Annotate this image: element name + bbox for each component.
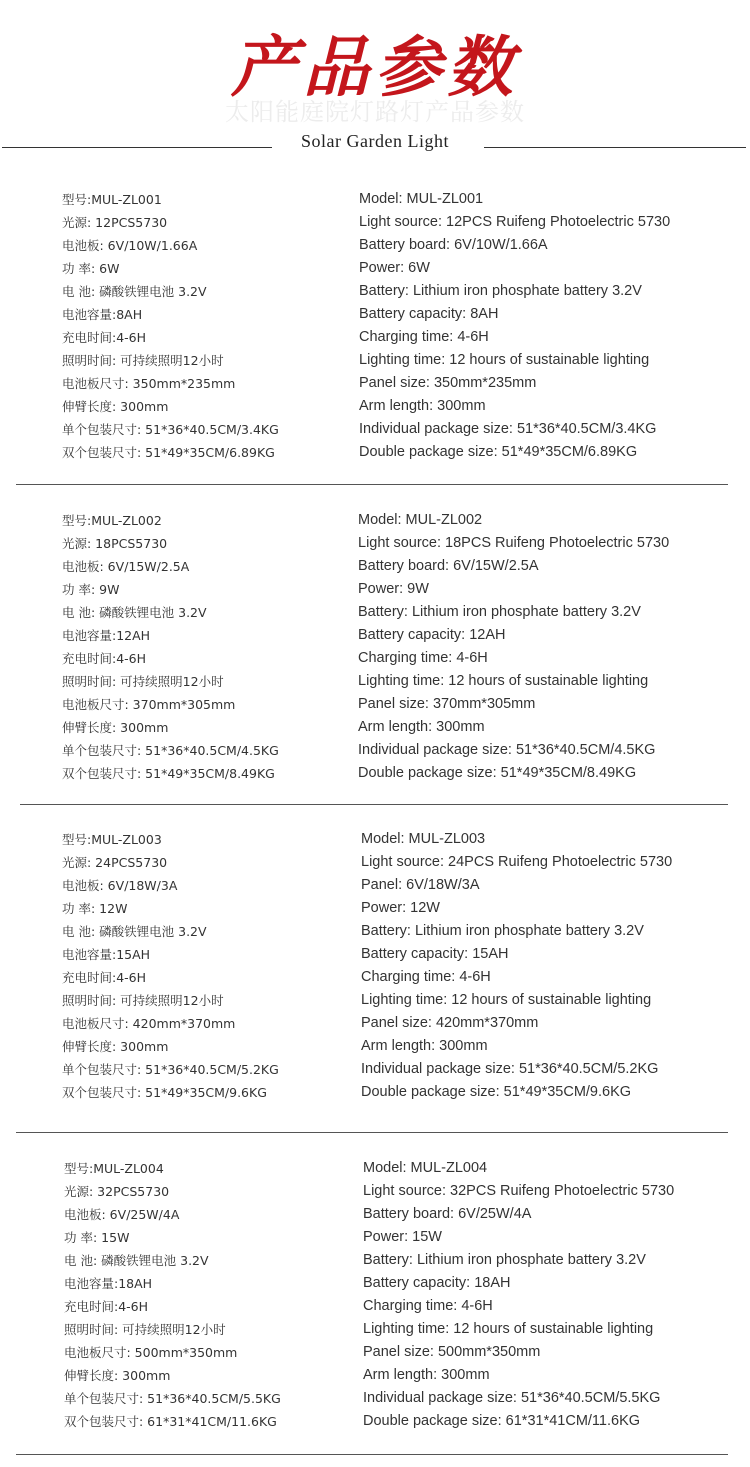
spec-row-en: Battery board: 6V/15W/2.5A [358, 558, 539, 574]
spec-row-en: Light source: 18PCS Ruifeng Photoelectric 5730 [358, 535, 670, 551]
spec-row-cn: 双个包装尺寸: 61*31*41CM/11.6KG [64, 1414, 277, 1429]
spec-row-cn: 伸臂长度: 300mm [62, 720, 169, 735]
title-rule-right [484, 147, 746, 148]
spec-list-chinese [62, 828, 279, 1104]
spec-row-cn: 型号:MUL-ZL004 [64, 1161, 164, 1176]
spec-row-en: Lighting time: 12 hours of sustainable lighting [363, 1321, 654, 1337]
spec-row-en: Charging time: 4-6H [363, 1298, 493, 1314]
page-subtitle: Solar Garden Light [301, 131, 449, 151]
spec-row-en: Lighting time: 12 hours of sustainable lighting [361, 992, 652, 1008]
spec-row-en: Arm length: 300mm [361, 1038, 488, 1054]
spec-row-en: Battery board: 6V/10W/1.66A [359, 237, 548, 253]
spec-row-cn: 电池容量:8AH [62, 307, 143, 322]
spec-row-cn: 双个包装尺寸: 51*49*35CM/8.49KG [62, 766, 275, 781]
spec-row-en: Charging time: 4-6H [361, 969, 491, 985]
spec-row-cn: 型号:MUL-ZL001 [62, 192, 162, 207]
spec-row-en: Light source: 24PCS Ruifeng Photoelectric 5730 [361, 854, 673, 870]
spec-list-chinese [62, 188, 279, 464]
spec-row-en: Battery: Lithium iron phosphate battery 3.2V [363, 1252, 646, 1268]
spec-row-cn: 电池容量:15AH [62, 947, 151, 962]
section-divider [16, 1454, 728, 1455]
spec-row-en: Lighting time: 12 hours of sustainable lighting [359, 352, 650, 368]
faint-background-title: 太阳能庭院灯路灯产品参数 [225, 98, 525, 126]
spec-row-en: Double package size: 51*49*35CM/9.6KG [361, 1084, 632, 1100]
spec-row-en: Panel size: 420mm*370mm [361, 1015, 539, 1031]
spec-row-cn: 电 池: 磷酸铁锂电池 3.2V [62, 924, 207, 939]
spec-row-cn: 电池板: 6V/15W/2.5A [62, 559, 190, 574]
spec-row-en: Individual package size: 51*36*40.5CM/4.5KG [358, 742, 656, 758]
spec-row-cn: 电 池: 磷酸铁锂电池 3.2V [62, 284, 207, 299]
spec-row-cn: 功 率: 12W [62, 901, 128, 916]
spec-row-cn: 功 率: 15W [64, 1230, 130, 1245]
spec-list-chinese [62, 509, 279, 785]
spec-row-cn: 双个包装尺寸: 51*49*35CM/6.89KG [62, 445, 275, 460]
spec-row-cn: 充电时间:4-6H [62, 651, 147, 666]
spec-row-cn: 光源: 32PCS5730 [64, 1184, 170, 1199]
spec-row-en: Power: 12W [361, 900, 440, 916]
spec-row-cn: 照明时间: 可持续照明12小时 [62, 993, 224, 1008]
spec-row-cn: 照明时间: 可持续照明12小时 [62, 353, 224, 368]
spec-row-cn: 电池板尺寸: 350mm*235mm [62, 376, 236, 391]
spec-row-cn: 型号:MUL-ZL003 [62, 832, 162, 847]
spec-row-cn: 单个包装尺寸: 51*36*40.5CM/3.4KG [62, 422, 279, 437]
spec-row-cn: 单个包装尺寸: 51*36*40.5CM/4.5KG [62, 743, 279, 758]
spec-row-en: Charging time: 4-6H [359, 329, 489, 345]
spec-row-cn: 照明时间: 可持续照明12小时 [64, 1322, 226, 1337]
spec-row-en: Panel size: 500mm*350mm [363, 1344, 541, 1360]
spec-row-en: Battery board: 6V/25W/4A [363, 1206, 532, 1222]
spec-row-en: Battery: Lithium iron phosphate battery 3.2V [358, 604, 641, 620]
page-header [0, 0, 750, 170]
spec-row-en: Panel size: 350mm*235mm [359, 375, 537, 391]
section-divider [16, 484, 728, 485]
spec-row-cn: 光源: 24PCS5730 [62, 855, 168, 870]
spec-row-cn: 电池容量:18AH [64, 1276, 153, 1291]
spec-row-cn: 电池板: 6V/25W/4A [64, 1207, 180, 1222]
spec-row-en: Model: MUL-ZL003 [361, 831, 486, 847]
spec-row-cn: 型号:MUL-ZL002 [62, 513, 162, 528]
spec-row-cn: 双个包装尺寸: 51*49*35CM/9.6KG [62, 1085, 267, 1100]
spec-row-en: Battery capacity: 8AH [359, 306, 499, 322]
spec-row-en: Arm length: 300mm [359, 398, 486, 414]
spec-row-en: Lighting time: 12 hours of sustainable lighting [358, 673, 649, 689]
spec-row-en: Model: MUL-ZL004 [363, 1160, 488, 1176]
spec-row-en: Individual package size: 51*36*40.5CM/3.4KG [359, 421, 657, 437]
spec-row-cn: 伸臂长度: 300mm [64, 1368, 171, 1383]
spec-row-en: Light source: 32PCS Ruifeng Photoelectric 5730 [363, 1183, 675, 1199]
spec-list-english [359, 188, 670, 464]
spec-row-cn: 光源: 12PCS5730 [62, 215, 168, 230]
spec-row-cn: 充电时间:4-6H [62, 330, 147, 345]
spec-row-cn: 单个包装尺寸: 51*36*40.5CM/5.2KG [62, 1062, 279, 1077]
spec-row-cn: 光源: 18PCS5730 [62, 536, 168, 551]
spec-row-cn: 电 池: 磷酸铁锂电池 3.2V [64, 1253, 209, 1268]
spec-list-english [363, 1157, 674, 1433]
spec-row-cn: 电池板尺寸: 420mm*370mm [62, 1016, 236, 1031]
spec-row-cn: 照明时间: 可持续照明12小时 [62, 674, 224, 689]
spec-row-en: Panel: 6V/18W/3A [361, 877, 480, 893]
section-divider [16, 1132, 728, 1133]
spec-row-en: Charging time: 4-6H [358, 650, 488, 666]
spec-row-en: Battery capacity: 18AH [363, 1275, 511, 1291]
spec-row-cn: 单个包装尺寸: 51*36*40.5CM/5.5KG [64, 1391, 281, 1406]
spec-row-cn: 伸臂长度: 300mm [62, 399, 169, 414]
spec-row-cn: 电池容量:12AH [62, 628, 151, 643]
section-divider [20, 804, 728, 805]
spec-row-en: Battery: Lithium iron phosphate battery 3.2V [359, 283, 642, 299]
spec-row-en: Battery: Lithium iron phosphate battery 3.2V [361, 923, 644, 939]
spec-row-en: Double package size: 61*31*41CM/11.6KG [363, 1413, 641, 1429]
spec-row-en: Panel size: 370mm*305mm [358, 696, 536, 712]
spec-row-en: Power: 9W [358, 581, 429, 597]
spec-row-en: Individual package size: 51*36*40.5CM/5.2KG [361, 1061, 659, 1077]
spec-row-cn: 电池板: 6V/10W/1.66A [62, 238, 198, 253]
spec-row-cn: 功 率: 6W [62, 261, 120, 276]
spec-row-cn: 电池板: 6V/18W/3A [62, 878, 178, 893]
spec-row-cn: 功 率: 9W [62, 582, 120, 597]
spec-row-cn: 充电时间:4-6H [64, 1299, 149, 1314]
spec-row-en: Light source: 12PCS Ruifeng Photoelectric 5730 [359, 214, 671, 230]
spec-row-en: Arm length: 300mm [363, 1367, 490, 1383]
spec-list-english [361, 828, 672, 1104]
spec-row-en: Arm length: 300mm [358, 719, 485, 735]
spec-row-en: Individual package size: 51*36*40.5CM/5.5KG [363, 1390, 661, 1406]
spec-list-chinese [64, 1157, 281, 1433]
spec-row-en: Power: 15W [363, 1229, 442, 1245]
spec-row-cn: 伸臂长度: 300mm [62, 1039, 169, 1054]
spec-row-cn: 电池板尺寸: 500mm*350mm [64, 1345, 238, 1360]
spec-row-en: Double package size: 51*49*35CM/8.49KG [358, 765, 637, 781]
spec-row-en: Double package size: 51*49*35CM/6.89KG [359, 444, 638, 460]
spec-row-en: Model: MUL-ZL002 [358, 512, 483, 528]
spec-row-cn: 充电时间:4-6H [62, 970, 147, 985]
spec-row-en: Battery capacity: 12AH [358, 627, 506, 643]
spec-row-en: Battery capacity: 15AH [361, 946, 509, 962]
spec-row-en: Power: 6W [359, 260, 430, 276]
spec-row-en: Model: MUL-ZL001 [359, 191, 484, 207]
spec-row-cn: 电池板尺寸: 370mm*305mm [62, 697, 236, 712]
spec-row-cn: 电 池: 磷酸铁锂电池 3.2V [62, 605, 207, 620]
page-title: 产品参数 [231, 28, 519, 106]
spec-list-english [358, 509, 669, 785]
